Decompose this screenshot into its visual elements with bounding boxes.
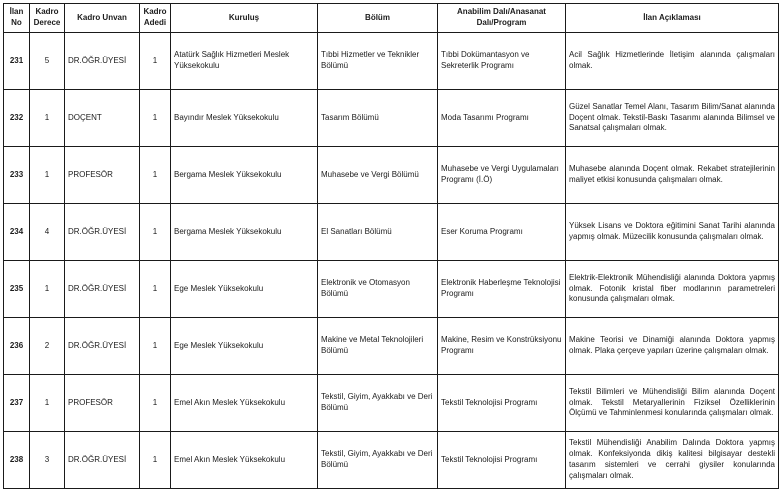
cell-anabilim-dali: Eser Koruma Programı	[438, 204, 566, 261]
column-header-bolum: Bölüm	[318, 4, 438, 33]
cell-kadro-adedi: 1	[140, 375, 171, 432]
cell-anabilim-dali: Tıbbi Dokümantasyon ve Sekreterlik Programı	[438, 33, 566, 90]
cell-ilan-aciklamasi: Güzel Sanatlar Temel Alanı, Tasarım Bilim/Sanat alanında Doçent olmak. Tekstil-Baskı Tasarımı alanında Bilimsel ve Sanatsal çalışmaları olmak.	[566, 90, 779, 147]
cell-kadro-adedi: 1	[140, 90, 171, 147]
cell-ilan-no: 235	[4, 261, 30, 318]
cell-kadro-adedi: 1	[140, 432, 171, 489]
cell-ilan-no: 232	[4, 90, 30, 147]
cell-kurulus: Emel Akın Meslek Yüksekokulu	[171, 375, 318, 432]
cell-ilan-no: 236	[4, 318, 30, 375]
cell-kadro-adedi: 1	[140, 318, 171, 375]
cell-kurulus: Bergama Meslek Yüksekokulu	[171, 147, 318, 204]
cell-ilan-no: 231	[4, 33, 30, 90]
column-header-kurulus: Kuruluş	[171, 4, 318, 33]
column-header-kadro-derece: Kadro Derece	[30, 4, 65, 33]
cell-kadro-derece: 1	[30, 90, 65, 147]
cell-kadro-derece: 1	[30, 261, 65, 318]
cell-kurulus: Bayındır Meslek Yüksekokulu	[171, 90, 318, 147]
cell-ilan-aciklamasi: Acil Sağlık Hizmetlerinde İletişim alanında çalışmaları olmak.	[566, 33, 779, 90]
cell-ilan-aciklamasi: Yüksek Lisans ve Doktora eğitimini Sanat Tarihi alanında yapmış olmak. Müzecilik konusunda çalışmaları olmak.	[566, 204, 779, 261]
cell-bolum: Tıbbi Hizmetler ve Teknikler Bölümü	[318, 33, 438, 90]
column-header-kadro-adedi: Kadro Adedi	[140, 4, 171, 33]
table-row	[4, 432, 779, 489]
cell-ilan-aciklamasi: Tekstil Mühendisliği Anabilim Dalında Doktora yapmış olmak. Konfeksiyonda dikiş kalitesi bilgisayar destekli tasarım sistemleri ve cerrahi giysiler konularında çalışmaları olmak.	[566, 432, 779, 489]
cell-bolum: Tekstil, Giyim, Ayakkabı ve Deri Bölümü	[318, 375, 438, 432]
cell-kurulus: Ege Meslek Yüksekokulu	[171, 261, 318, 318]
table-row	[4, 147, 779, 204]
header-row	[4, 4, 779, 33]
cell-ilan-no: 233	[4, 147, 30, 204]
column-header-kadro-unvan: Kadro Unvan	[65, 4, 140, 33]
cell-kadro-unvan: PROFESÖR	[65, 147, 140, 204]
cell-kurulus: Emel Akın Meslek Yüksekokulu	[171, 432, 318, 489]
table-row	[4, 318, 779, 375]
cell-kurulus: Atatürk Sağlık Hizmetleri Meslek Yüksekokulu	[171, 33, 318, 90]
cell-ilan-no: 234	[4, 204, 30, 261]
cell-kadro-unvan: DOÇENT	[65, 90, 140, 147]
table-header	[4, 4, 779, 33]
cell-bolum: Tekstil, Giyim, Ayakkabı ve Deri Bölümü	[318, 432, 438, 489]
cell-ilan-aciklamasi: Muhasebe alanında Doçent olmak. Rekabet stratejilerinin maliyet etkisi konusunda çalışmaları olmak.	[566, 147, 779, 204]
cell-kadro-unvan: DR.ÖĞR.ÜYESİ	[65, 261, 140, 318]
cell-kadro-derece: 3	[30, 432, 65, 489]
cell-anabilim-dali: Muhasebe ve Vergi Uygulamaları Programı (İ.Ö)	[438, 147, 566, 204]
cell-kadro-derece: 1	[30, 147, 65, 204]
cell-kadro-unvan: DR.ÖĞR.ÜYESİ	[65, 432, 140, 489]
column-header-ilan-no: İlan No	[4, 4, 30, 33]
cell-anabilim-dali: Tekstil Teknolojisi Programı	[438, 432, 566, 489]
cell-bolum: Makine ve Metal Teknolojileri Bölümü	[318, 318, 438, 375]
cell-kurulus: Ege Meslek Yüksekokulu	[171, 318, 318, 375]
cell-kadro-derece: 4	[30, 204, 65, 261]
cell-anabilim-dali: Makine, Resim ve Konstrüksiyonu Programı	[438, 318, 566, 375]
table-row	[4, 204, 779, 261]
cell-ilan-aciklamasi: Makine Teorisi ve Dinamiği alanında Doktora yapmış olmak. Plaka çerçeve yapıları üzerine çalışmaları olmak.	[566, 318, 779, 375]
cell-kadro-unvan: DR.ÖĞR.ÜYESİ	[65, 204, 140, 261]
column-header-ilan-aciklamasi: İlan Açıklaması	[566, 4, 779, 33]
cell-kadro-adedi: 1	[140, 33, 171, 90]
cell-anabilim-dali: Moda Tasarımı Programı	[438, 90, 566, 147]
cell-kurulus: Bergama Meslek Yüksekokulu	[171, 204, 318, 261]
table-row	[4, 375, 779, 432]
cell-ilan-no: 237	[4, 375, 30, 432]
cell-bolum: Tasarım Bölümü	[318, 90, 438, 147]
cell-kadro-unvan: DR.ÖĞR.ÜYESİ	[65, 33, 140, 90]
column-header-anabilim-dali: Anabilim Dalı/Anasanat Dalı/Program	[438, 4, 566, 33]
cell-bolum: El Sanatları Bölümü	[318, 204, 438, 261]
cell-kadro-adedi: 1	[140, 147, 171, 204]
table-row	[4, 90, 779, 147]
cell-anabilim-dali: Elektronik Haberleşme Teknolojisi Programı	[438, 261, 566, 318]
table-row	[4, 33, 779, 90]
cell-kadro-adedi: 1	[140, 204, 171, 261]
cell-ilan-aciklamasi: Elektrik-Elektronik Mühendisliği alanında Doktora yapmış olmak. Fotonik kristal fiber modlarının parametreleri konusunda çalışmaları olmak.	[566, 261, 779, 318]
cell-kadro-adedi: 1	[140, 261, 171, 318]
cell-ilan-aciklamasi: Tekstil Bilimleri ve Mühendisliği Bilim alanında Doçent olmak. Tekstil Metaryallerinin Fiziksel Özelliklerinin Ölçümü ve Tahminlenmesi konularında çalışmaları olmak.	[566, 375, 779, 432]
cell-kadro-derece: 2	[30, 318, 65, 375]
cell-ilan-no: 238	[4, 432, 30, 489]
cell-kadro-derece: 1	[30, 375, 65, 432]
cell-bolum: Elektronik ve Otomasyon Bölümü	[318, 261, 438, 318]
table-row	[4, 261, 779, 318]
cell-bolum: Muhasebe ve Vergi Bölümü	[318, 147, 438, 204]
job-postings-table	[3, 3, 779, 489]
cell-anabilim-dali: Tekstil Teknolojisi Programı	[438, 375, 566, 432]
cell-kadro-unvan: DR.ÖĞR.ÜYESİ	[65, 318, 140, 375]
cell-kadro-derece: 5	[30, 33, 65, 90]
table-body	[4, 33, 779, 489]
cell-kadro-unvan: PROFESÖR	[65, 375, 140, 432]
